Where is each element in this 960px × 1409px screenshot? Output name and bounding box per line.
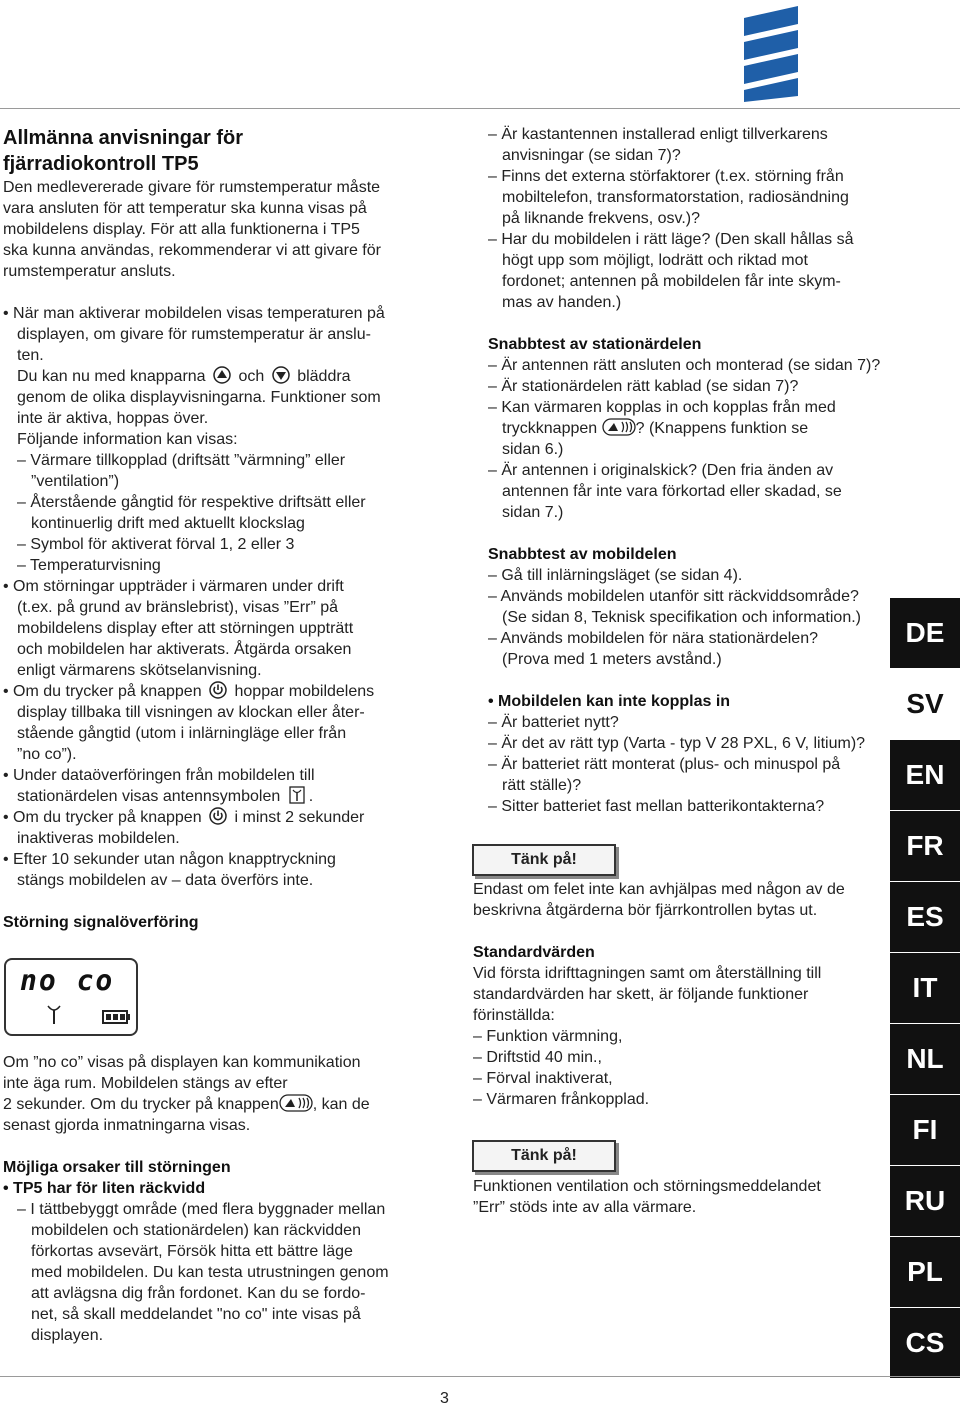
heat-vent-button-icon-2 bbox=[602, 418, 636, 436]
lcd-antenna-icon bbox=[46, 1004, 62, 1026]
language-tab-it[interactable]: IT bbox=[890, 953, 960, 1023]
bottom-rule bbox=[0, 1376, 960, 1377]
language-tab-cs[interactable]: CS bbox=[890, 1308, 960, 1378]
top-rule bbox=[0, 108, 960, 109]
section-title-2: fjärradiokontroll TP5 bbox=[3, 153, 199, 175]
left-column bbox=[3, 125, 443, 933]
antenna-icon bbox=[285, 786, 309, 804]
heading-mobile-test: Snabbtest av mobildelen bbox=[488, 546, 677, 563]
right-column: – Är kastantennen installerad enligt tillverkarens anvisningar (se sidan 7)? – Finns det externa störfaktorer (t.ex. störning från mobiltelefon, transformatorstation, radiosändning på liknande frekvens, osv.)? – Har du mobildelen i rätt läge? (Den skall hållas så högt upp som möjligt, lodrätt och riktad mot fordonet; antennen på mobildelen får inte skym- mas av handen.) Snabbtest av stationärdelen – Är antennen rätt ansluten och monterad (se sidan 7)? – Är stationärdelen rätt kablad (se sidan 7)? – Kan värmaren kopplas in och kopplas från med tryckknappen ? (Knappens funktion se sidan 6.) – Är antennen i originalskick? (Den fria änden av antennen får inte vara förkortad eller skadad, se sidan 7.) Snabbtest av mobildelen – Gå till inlärningsläget (se sidan 4). – Används mobildelen utanför sitt räckviddsområde? (Se sidan 8, Teknisk specifikation och information.) – Används mobildelen för nära stationärdelen? (Prova med 1 meters avstånd.) • Mobildelen kan inte kopplas in – Är batteriet nytt? – Är det av rätt typ (Varta - typ V 28 PXL, 6 V, litium)? – Är batteriet rätt monterat (plus- och minuspol på rätt ställe)? – Sitter batteriet fast mellan batterikontakterna? bbox=[488, 124, 903, 817]
left-column-lower: Om ”no co” visas på displayen kan kommunikation inte äga rum. Mobildelen stängs av efter 2 sekunder. Om du trycker på knappen , kan de senast gjorda inmatningarna visas. Möjliga orsaker till störningen • TP5 har för liten räckvidd – I tättbebyggt område (med flera byggnader mellan mobildelen och stationärdelen) kan räckvidden förkortas avsevärt, Försök hitta ett bättre läge med mobildelen. Du kan testa utrustningen genom att avlägsna dig från fordonet. Kan du se fordo- net, så skall meddelandet "no co" inte visas på displayen. bbox=[3, 1052, 443, 1346]
arrow-up-button-icon bbox=[210, 366, 234, 384]
language-tab-fi[interactable]: FI bbox=[890, 1095, 960, 1165]
heading-possible-causes: Möjliga orsaker till störningen bbox=[3, 1159, 231, 1176]
heading-tp5-range: • TP5 har för liten räckvidd bbox=[3, 1180, 206, 1197]
heading-defaults: Standardvärden bbox=[473, 944, 595, 961]
lcd-battery-icon bbox=[102, 1010, 130, 1024]
bullet-deactivate: • Om du trycker på knappen i minst 2 sekunder inaktiveras mobildelen. bbox=[3, 809, 365, 847]
language-tab-es[interactable]: ES bbox=[890, 882, 960, 952]
bullet-activate: • När man aktiverar mobildelen visas temperaturen på displayen, om givare för rumstemperatur är anslu- ten. Du kan nu med knapparna och bläddra genom de olika displayvisningarna. Funktioner som inte är aktiva, hoppas över. Följande information kan visas: – Värmare tillkopplad (driftsätt ”värmning” eller ”ventilation”) – Återstående gångtid för respektive driftsätt eller kontinuerlig drift med aktuellt klockslag – Symbol för aktiverat förval 1, 2 eller 3 – Temperaturvisning bbox=[3, 303, 443, 576]
arrow-down-button-icon bbox=[269, 366, 293, 384]
note-box-1: Tänk på! bbox=[472, 844, 616, 876]
lcd-display bbox=[4, 958, 138, 1036]
power-button-icon-2 bbox=[206, 807, 230, 825]
heat-vent-button-icon bbox=[279, 1094, 313, 1112]
note-box-2: Tänk på! bbox=[472, 1140, 616, 1172]
antenna-check-list: – Är kastantennen installerad enligt tillverkarens anvisningar (se sidan 7)? – Finns det externa störfaktorer (t.ex. störning från mobiltelefon, transformatorstation, radiosändning på liknande frekvens, osv.)? – Har du mobildelen i rätt läge? (Den skall hållas så högt upp som möjligt, lodrätt och riktad mot fordonet; antennen på mobildelen får inte skym- mas av handen.) bbox=[488, 126, 854, 311]
page-number: 3 bbox=[440, 1390, 449, 1407]
heading-stationary-test: Snabbtest av stationärdelen bbox=[488, 336, 702, 353]
tp5-range-list: – I tättbebyggt område (med flera byggnader mellan mobildelen och stationärdelen) kan räckvidden förkortas avsevärt, Försök hitta ett bättre läge med mobildelen. Du kan testa utrustningen genom att avlägsna dig från fordonet. Kan du se fordo- net, så skall meddelandet "no co" inte visas på displayen. bbox=[17, 1201, 389, 1344]
heading-cannot-connect: • Mobildelen kan inte kopplas in bbox=[488, 693, 731, 710]
language-tab-fr[interactable]: FR bbox=[890, 811, 960, 881]
info-list: – Värmare tillkopplad (driftsätt ”värmning” eller ”ventilation”) – Återstående gångtid för respektive driftsätt eller kontinuerlig drift med aktuellt klockslag – Symbol för aktiverat förval 1, 2 eller 3 – Temperaturvisning bbox=[17, 452, 366, 574]
lcd-no-co-text: no co bbox=[20, 964, 115, 997]
intro-paragraph: Den medlevererade givare för rumstemperatur måste vara ansluten för att temperatur ska kunna visas på mobildelens display. För att alla funktionerna i TP5 ska kunna användas, rekommenderar vi att givare för rumstemperatur ansluts. bbox=[3, 179, 381, 280]
language-tab-pl[interactable]: PL bbox=[890, 1237, 960, 1307]
bullet-timeout: • Efter 10 sekunder utan någon knapptryckning stängs mobildelen av – data överförs inte. bbox=[3, 851, 336, 889]
bullet-antenna: • Under dataöverföringen från mobildelen till stationärdelen visas antennsymbolen . bbox=[3, 767, 315, 805]
language-tab-nl[interactable]: NL bbox=[890, 1024, 960, 1094]
eberspaecher-logo bbox=[740, 4, 802, 102]
heading-signal-fault: Störning signalöverföring bbox=[3, 914, 199, 931]
right-column-final: Funktionen ventilation och störningsmeddelandet ”Err” stöds inte av alla värmare. bbox=[473, 1178, 821, 1216]
section-title: Allmänna anvisningar för bbox=[3, 127, 244, 149]
language-tab-en[interactable]: EN bbox=[890, 740, 960, 810]
bullet-errors: • Om störningar uppträder i värmaren under drift (t.ex. på grund av bränslebrist), visas ”Err” på mobildelens display efter att störningen uppträtt och mobildelen har aktiverats. Åtgärda orsaken enligt värmarens skötselanvisning. bbox=[3, 578, 354, 679]
language-tab-sv[interactable]: SV bbox=[890, 669, 960, 739]
bullet-power-button: • Om du trycker på knappen hoppar mobildelens display tillbaka till visningen av klockan eller åter- stående gångtid (utom i inlärningläge eller från ”no co”). bbox=[3, 683, 375, 763]
power-button-icon bbox=[206, 681, 230, 699]
language-tab-ru[interactable]: RU bbox=[890, 1166, 960, 1236]
right-column-notes: Endast om felet inte kan avhjälpas med någon av de beskrivna åtgärderna bör fjärrkontrollen bytas ut. Standardvärden Vid första idrifttagningen samt om återställning till standardvärden har skett, är följande funktioner förinställda: – Funktion värmning, – Driftstid 40 min., – Förval inaktiverat, – Värmaren frånkopplad. bbox=[473, 879, 903, 1110]
language-tab-de[interactable]: DE bbox=[890, 598, 960, 668]
